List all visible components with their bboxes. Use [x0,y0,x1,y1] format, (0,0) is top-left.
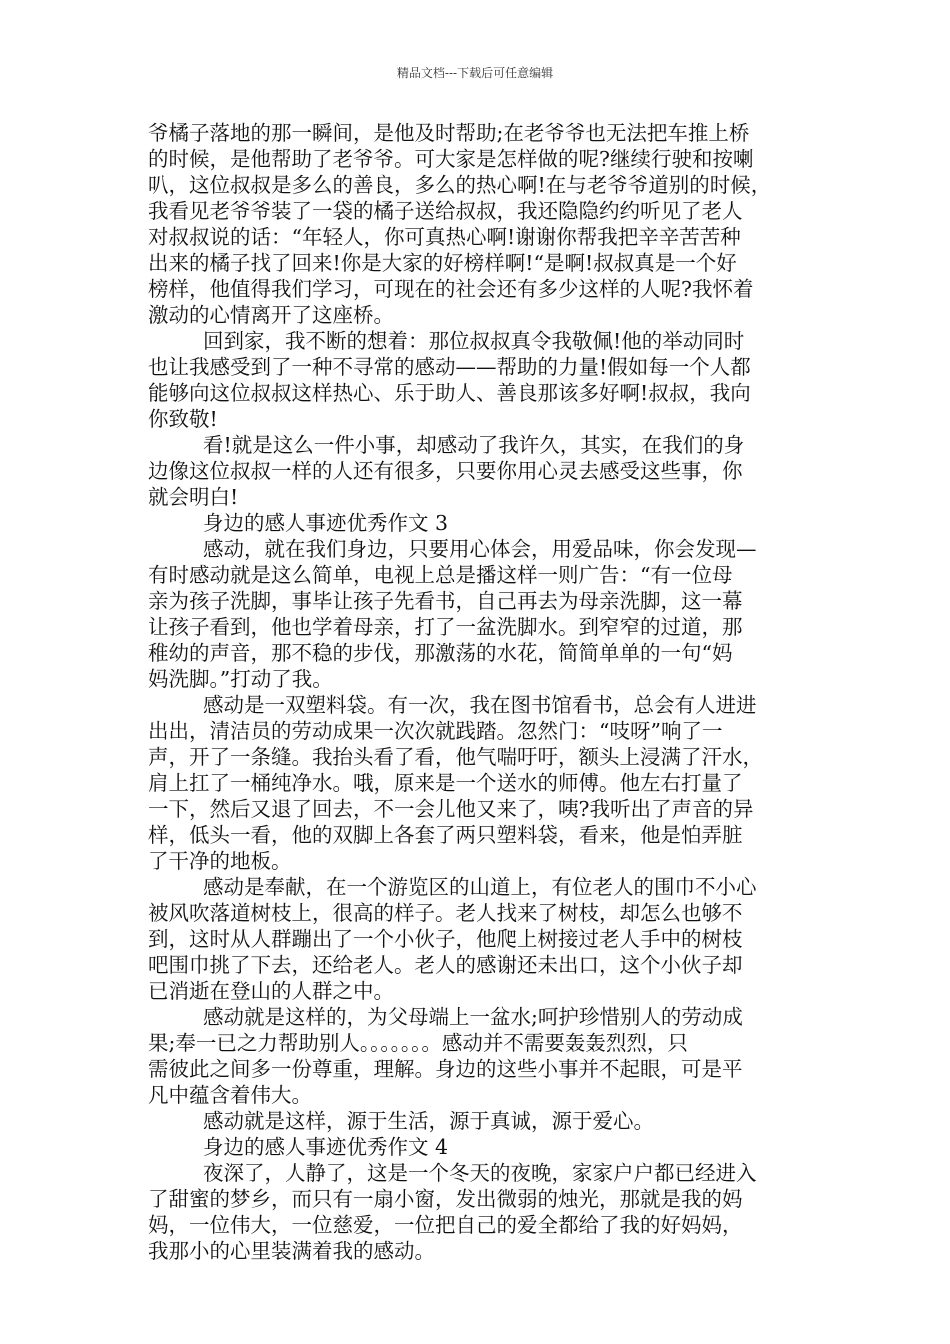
page-header: 精品文档---下载后可任意编辑 [396,66,554,80]
text-line: 了甜蜜的梦乡，而只有一扇小窗，发出微弱的烛光，那就是我的妈 [148,1187,743,1211]
text-line: 凡中蕴含着伟大。 [148,1083,312,1107]
text-line: 爷橘子落地的那一瞬间，是他及时帮助;在老爷爷也无法把车推上桥 [148,121,750,145]
text-line: 样，低头一看，他的双脚上各套了两只塑料袋，看来，他是怕弄脏 [148,823,743,847]
text-line: 也让我感受到了一种不寻常的感动——帮助的力量!假如每一个人都 [148,355,751,379]
text-line: 一下，然后又退了回去，不一会儿他又来了，咦?我听出了声音的异 [148,797,754,821]
document-body [148,120,808,1264]
text-line: 你致敬! [148,407,218,431]
text-line: 到，这时从人群蹦出了一个小伙子，他爬上树接过老人手中的树枝 [148,927,743,951]
text-line: 看!就是这么一件小事，却感动了我许久，其实，在我们的身 [203,433,745,457]
text-line: 已消逝在登山的人群之中。 [148,979,394,1003]
text-line: 回到家，我不断的想着：那位叔叔真令我敬佩!他的举动同时 [203,329,745,353]
text-line: 有时感动就是这么简单，电视上总是播这样一则广告：“有一位母 [148,563,733,587]
text-line: 出出，清洁员的劳动成果一次次就践踏。忽然门：“吱呀”响了一 [148,719,723,743]
text-line: 亲为孩子洗脚，事毕让孩子先看书，自己再去为母亲洗脚，这一幕 [148,589,743,613]
text-line: 让孩子看到，他也学着母亲，打了一盆洗脚水。到窄窄的过道，那 [148,615,743,639]
text-line: 边像这位叔叔一样的人还有很多，只要你用心灵去感受这些事，你 [148,459,743,483]
text-line: 叭，这位叔叔是多么的善良，多么的热心啊!在与老爷爷道别的时候， [148,173,772,197]
text-line: 感动就是这样的，为父母端上一盆水;呵护珍惜别人的劳动成 [203,1005,743,1029]
text-line: 的时候，是他帮助了老爷爷。可大家是怎样做的呢?继续行驶和按喇 [148,147,754,171]
text-line: 我那小的心里装满着我的感动。 [148,1239,435,1263]
text-line: 果;奉一已之力帮助别人。。。。。。。感动并不需要轰轰烈烈，只 [148,1031,688,1055]
text-line: 能够向这位叔叔这样热心、乐于助人、善良那该多好啊!叔叔，我向 [148,381,751,405]
text-line: 了干净的地板。 [148,849,292,873]
text-line: 出来的橘子找了回来!你是大家的好榜样啊!“是啊!叔叔真是一个好 [148,251,737,275]
text-line: 被风吹落道树枝上，很高的样子。老人找来了树枝，却怎么也够不 [148,901,743,925]
text-line: 妈，一位伟大，一位慈爱，一位把自己的爱全都给了我的好妈妈， [148,1213,743,1237]
text-line: 稚幼的声音，那不稳的步伐，那激荡的水花，简简单单的一句“妈 [148,641,733,665]
text-line: 榜样，他值得我们学习，可现在的社会还有多少这样的人呢?我怀着 [148,277,754,301]
text-line: 声，开了一条缝。我抬头看了看，他气喘吁吁，额头上浸满了汗水， [148,745,763,769]
text-line: 妈洗脚。”打动了我。 [148,667,333,691]
text-line: 身边的感人事迹优秀作文 4 [203,1135,449,1159]
text-line: 就会明白! [148,485,239,509]
text-line: 肩上扛了一桶纯净水。哦，原来是一个送水的师傅。他左右打量了 [148,771,743,795]
text-line: 吧围巾挑了下去，还给老人。老人的感谢还未出口，这个小伙子却 [148,953,743,977]
text-line: 身边的感人事迹优秀作文 3 [203,511,449,535]
text-line: 感动是奉献，在一个游览区的山道上，有位老人的围巾不小心 [203,875,757,899]
text-line: 感动是一双塑料袋。有一次，我在图书馆看书，总会有人进进 [203,693,757,717]
text-line: 对叔叔说的话：“年轻人，你可真热心啊!谢谢你帮我把辛辛苦苦种 [148,225,741,249]
text-line: 夜深了，人静了，这是一个冬天的夜晚，家家户户都已经进入 [203,1161,757,1185]
text-line: 感动就是这样，源于生活，源于真诚，源于爱心。 [203,1109,654,1133]
text-line: 感动，就在我们身边，只要用心体会，用爱品味，你会发现— [203,537,757,561]
text-line: 激动的心情离开了这座桥。 [148,303,394,327]
text-line: 我看见老爷爷装了一袋的橘子送给叔叔，我还隐隐约约听见了老人 [148,199,743,223]
text-line: 需彼此之间多一份尊重，理解。身边的这些小事并不起眼，可是平 [148,1057,743,1081]
